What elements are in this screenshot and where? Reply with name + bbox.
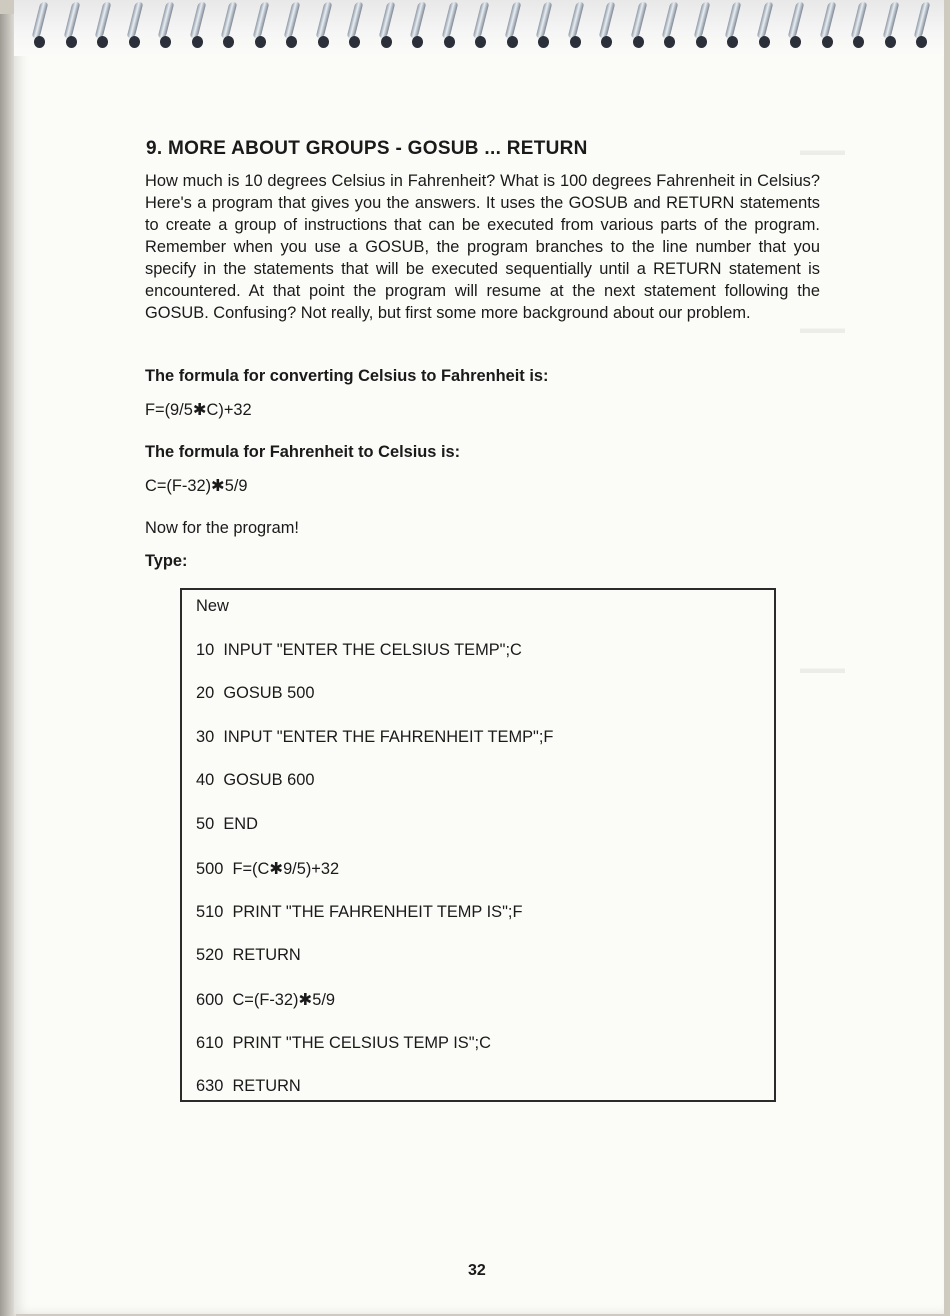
spiral-coil <box>255 2 269 50</box>
section-title: 9. MORE ABOUT GROUPS - GOSUB ... RETURN <box>146 138 588 159</box>
spiral-wire <box>788 2 805 38</box>
program-line: 600 C=(F-32)✱5/9 <box>196 991 336 1009</box>
spiral-wire <box>882 2 899 38</box>
spiral-coil <box>885 2 899 50</box>
spiral-coil <box>97 2 111 50</box>
page-number: 32 <box>468 1262 486 1279</box>
spiral-coil <box>664 2 678 50</box>
spiral-wire <box>693 2 710 38</box>
spiral-wire <box>473 2 490 38</box>
program-listing-box <box>180 588 776 1102</box>
program-line: 30 INPUT "ENTER THE FAHRENHEIT TEMP";F <box>196 728 554 746</box>
spiral-coil <box>822 2 836 50</box>
spiral-coil <box>790 2 804 50</box>
binding-hole <box>696 36 707 48</box>
spiral-coil <box>66 2 80 50</box>
spiral-coil <box>192 2 206 50</box>
spiral-coil <box>538 2 552 50</box>
spiral-coil <box>633 2 647 50</box>
spiral-wire <box>504 2 521 38</box>
bleed-through-decoration: ▬▬▬ <box>800 660 845 677</box>
spiral-coil <box>696 2 710 50</box>
spiral-coil <box>570 2 584 50</box>
binding-hole <box>192 36 203 48</box>
spiral-coil <box>381 2 395 50</box>
spiral-coil <box>160 2 174 50</box>
program-line: 20 GOSUB 500 <box>196 684 315 702</box>
formula-f-to-c: C=(F-32)✱5/9 <box>145 477 248 495</box>
binding-hole <box>538 36 549 48</box>
spiral-wire <box>819 2 836 38</box>
binding-hole <box>916 36 927 48</box>
spiral-wire <box>410 2 427 38</box>
spiral-wire <box>756 2 773 38</box>
spiral-wire <box>851 2 868 38</box>
spiral-wire <box>630 2 647 38</box>
spiral-coil <box>129 2 143 50</box>
formula-heading-f-to-c: The formula for Fahrenheit to Celsius is: <box>145 443 461 461</box>
binding-hole <box>664 36 675 48</box>
type-label: Type: <box>145 552 188 570</box>
intro-paragraph: How much is 10 degrees Celsius in Fahrenheit? What is 100 degrees Fahrenheit in Celsius? Here's a program that gives you the answers. It uses the GOSUB and RETURN statements to create a group of instructions that can be executed from various parts of the program. Remember when you use a GOSUB, the program branches to the line number that you specify in the statements that will be executed sequentially until a RETURN statement is encountered. At that point the program will resume at the next statement following the GOSUB. Confusing? Not really, but first some more background about our problem. <box>145 172 820 322</box>
formula-c-to-f: F=(9/5✱C)+32 <box>145 401 252 419</box>
binding-hole <box>790 36 801 48</box>
spiral-wire <box>252 2 269 38</box>
spiral-coil <box>412 2 426 50</box>
binding-hole <box>255 36 266 48</box>
binding-hole <box>349 36 360 48</box>
spiral-wire <box>63 2 80 38</box>
binding-hole <box>223 36 234 48</box>
spiral-wire <box>284 2 301 38</box>
formula-heading-c-to-f: The formula for converting Celsius to Fahrenheit is: <box>145 367 549 385</box>
spiral-wire <box>567 2 584 38</box>
spiral-wire <box>32 2 49 38</box>
spiral-coil <box>853 2 867 50</box>
program-line: 10 INPUT "ENTER THE CELSIUS TEMP";C <box>196 641 522 659</box>
spiral-coil <box>223 2 237 50</box>
binding-hole <box>286 36 297 48</box>
binding-hole <box>822 36 833 48</box>
now-for-program-text: Now for the program! <box>145 519 299 537</box>
program-line: 40 GOSUB 600 <box>196 771 315 789</box>
spiral-wire <box>378 2 395 38</box>
spiral-wire <box>95 2 112 38</box>
spiral-coil <box>601 2 615 50</box>
spiral-wire <box>221 2 238 38</box>
binding-hole <box>853 36 864 48</box>
bleed-through-decoration: ▬▬▬ <box>800 142 845 159</box>
binding-hole <box>885 36 896 48</box>
spiral-wire <box>441 2 458 38</box>
spiral-wire <box>536 2 553 38</box>
spiral-coil <box>507 2 521 50</box>
spiral-coil <box>318 2 332 50</box>
program-line: 520 RETURN <box>196 946 301 964</box>
spiral-coil <box>759 2 773 50</box>
binding-hole <box>475 36 486 48</box>
bleed-through-decoration: ▬▬▬ <box>800 320 845 337</box>
binding-hole <box>129 36 140 48</box>
spiral-wire <box>315 2 332 38</box>
binding-hole <box>66 36 77 48</box>
spiral-wire <box>158 2 175 38</box>
program-line: New <box>196 597 229 615</box>
binding-hole <box>381 36 392 48</box>
binding-hole <box>601 36 612 48</box>
spiral-wire <box>347 2 364 38</box>
binding-hole <box>759 36 770 48</box>
binding-hole <box>507 36 518 48</box>
binding-hole <box>727 36 738 48</box>
spiral-coil <box>349 2 363 50</box>
binding-hole <box>97 36 108 48</box>
binding-hole <box>160 36 171 48</box>
binding-hole <box>570 36 581 48</box>
spiral-wire <box>126 2 143 38</box>
binding-hole <box>633 36 644 48</box>
program-line: 50 END <box>196 815 258 833</box>
spiral-wire <box>662 2 679 38</box>
spiral-wire <box>599 2 616 38</box>
spiral-wire <box>725 2 742 38</box>
program-line: 510 PRINT "THE FAHRENHEIT TEMP IS";F <box>196 903 523 921</box>
spiral-coil <box>34 2 48 50</box>
spiral-wire <box>914 2 931 38</box>
program-line: 630 RETURN <box>196 1077 301 1095</box>
spiral-coil <box>286 2 300 50</box>
binding-hole <box>34 36 45 48</box>
binding-hole <box>412 36 423 48</box>
program-line: 500 F=(C✱9/5)+32 <box>196 860 340 878</box>
spiral-coil <box>475 2 489 50</box>
spiral-coil <box>727 2 741 50</box>
spiral-wire <box>189 2 206 38</box>
spiral-binding <box>14 0 944 56</box>
binding-hole <box>318 36 329 48</box>
binding-hole <box>444 36 455 48</box>
spiral-coil <box>916 2 930 50</box>
spiral-coil <box>444 2 458 50</box>
program-line: 610 PRINT "THE CELSIUS TEMP IS";C <box>196 1034 491 1052</box>
